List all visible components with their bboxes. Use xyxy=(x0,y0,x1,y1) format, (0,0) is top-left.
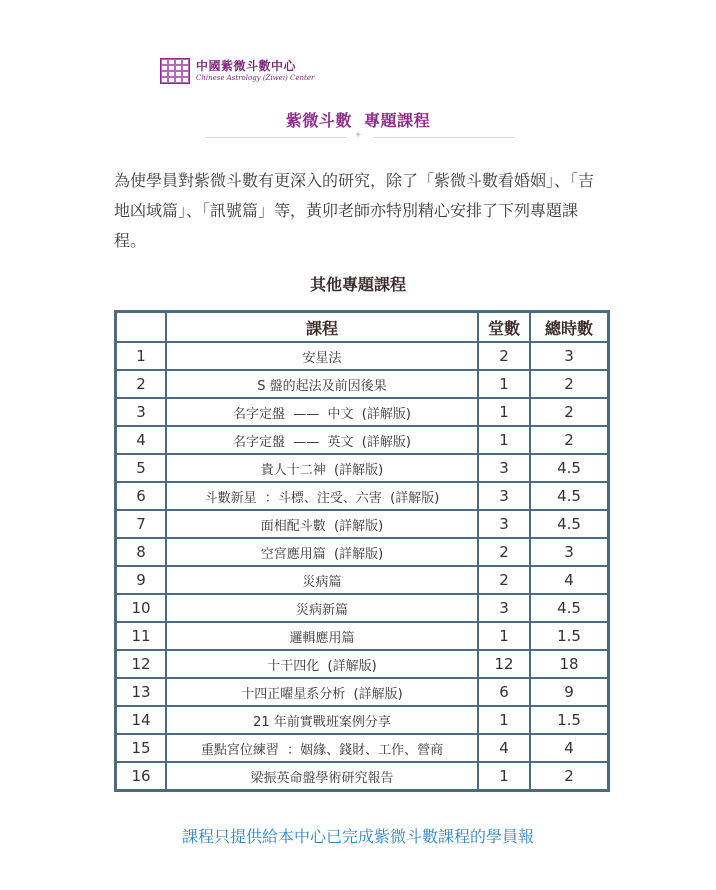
table-row xyxy=(116,734,608,762)
row-sessions: 1 xyxy=(478,706,530,734)
logo-chinese-name: 中國紫微斗數中心 xyxy=(196,59,297,73)
row-course: 貴人十二神 (詳解版) xyxy=(166,454,478,482)
row-number: 8 xyxy=(116,538,166,566)
table-row xyxy=(116,370,608,398)
row-hours: 2 xyxy=(530,426,608,454)
row-hours: 1.5 xyxy=(530,622,608,650)
row-sessions: 1 xyxy=(478,370,530,398)
row-number: 3 xyxy=(116,398,166,426)
row-sessions: 12 xyxy=(478,650,530,678)
header-course: 課程 xyxy=(166,312,478,342)
row-sessions: 4 xyxy=(478,734,530,762)
row-sessions: 3 xyxy=(478,510,530,538)
table-row xyxy=(116,594,608,622)
center-logo xyxy=(160,58,314,84)
row-hours: 2 xyxy=(530,398,608,426)
table-row xyxy=(116,762,608,790)
table-row xyxy=(116,566,608,594)
intro-paragraph: 為使學員對紫微斗數有更深入的研究，除了「紫微斗數看婚姻」、「吉地凶域篇」、「訊號篇」等，黃卯老師亦特別精心安排了下列專題課程。 xyxy=(114,171,595,250)
row-sessions: 3 xyxy=(478,482,530,510)
row-hours: 3 xyxy=(530,342,608,370)
title-divider xyxy=(206,130,514,143)
table-row xyxy=(116,538,608,566)
row-course: 重點宮位練習 ：姻緣、錢財、工作、營商 xyxy=(166,734,478,762)
star-icon: ✦ xyxy=(354,130,363,141)
row-sessions: 3 xyxy=(478,594,530,622)
table-row xyxy=(116,678,608,706)
logo-grid-icon xyxy=(160,58,190,84)
row-course: 名字定盤 —— 英文 (詳解版) xyxy=(166,426,478,454)
row-sessions: 2 xyxy=(478,538,530,566)
row-hours: 9 xyxy=(530,678,608,706)
row-hours: 18 xyxy=(530,650,608,678)
table-row xyxy=(116,510,608,538)
table-row xyxy=(116,706,608,734)
header-sessions: 堂數 xyxy=(478,312,530,342)
page-title: 紫微斗數 專題課程 xyxy=(285,111,431,130)
row-course: 斗數新星 ：斗標、注受、六害 (詳解版) xyxy=(166,482,478,510)
header-number xyxy=(116,312,166,342)
row-hours: 4 xyxy=(530,734,608,762)
row-course: 邏輯應用篇 xyxy=(166,622,478,650)
row-number: 2 xyxy=(116,370,166,398)
table-row xyxy=(116,398,608,426)
row-number: 14 xyxy=(116,706,166,734)
row-course: 安星法 xyxy=(166,342,478,370)
row-sessions: 3 xyxy=(478,454,530,482)
row-sessions: 6 xyxy=(478,678,530,706)
row-sessions: 1 xyxy=(478,622,530,650)
row-hours: 4.5 xyxy=(530,454,608,482)
row-course: 空宮應用篇 (詳解版) xyxy=(166,538,478,566)
row-sessions: 1 xyxy=(478,426,530,454)
footer-note: 課程只提供給本中心已完成紫微斗數課程的學員報 xyxy=(181,827,534,846)
row-course: 面相配斗數 (詳解版) xyxy=(166,510,478,538)
table-title: 其他專題課程 xyxy=(309,275,406,294)
row-sessions: 2 xyxy=(478,342,530,370)
row-hours: 2 xyxy=(530,370,608,398)
table-row xyxy=(116,454,608,482)
table-header-row xyxy=(116,312,608,342)
row-number: 16 xyxy=(116,762,166,790)
row-hours: 4 xyxy=(530,566,608,594)
row-course: 十四正曜星系分析 (詳解版) xyxy=(166,678,478,706)
row-number: 11 xyxy=(116,622,166,650)
row-number: 9 xyxy=(116,566,166,594)
row-hours: 3 xyxy=(530,538,608,566)
row-course: 21 年前實戰班案例分享 xyxy=(166,706,478,734)
row-number: 13 xyxy=(116,678,166,706)
row-number: 4 xyxy=(116,426,166,454)
row-course: 災病篇 xyxy=(166,566,478,594)
row-sessions: 2 xyxy=(478,566,530,594)
header-hours: 總時數 xyxy=(530,312,608,342)
row-number: 10 xyxy=(116,594,166,622)
row-hours: 2 xyxy=(530,762,608,790)
row-number: 12 xyxy=(116,650,166,678)
row-number: 6 xyxy=(116,482,166,510)
row-number: 5 xyxy=(116,454,166,482)
row-number: 15 xyxy=(116,734,166,762)
row-hours: 1.5 xyxy=(530,706,608,734)
table-row xyxy=(116,622,608,650)
row-hours: 4.5 xyxy=(530,594,608,622)
table-row xyxy=(116,482,608,510)
row-number: 1 xyxy=(116,342,166,370)
row-number: 7 xyxy=(116,510,166,538)
row-course: 梁振英命盤學術研究報告 xyxy=(166,762,478,790)
table-row xyxy=(116,342,608,370)
row-course: 名字定盤 —— 中文 (詳解版) xyxy=(166,398,478,426)
logo-english-name: Chinese Astrology (Ziwei) Center xyxy=(196,74,315,82)
row-course: 災病新篇 xyxy=(166,594,478,622)
table-row xyxy=(116,650,608,678)
courses-table xyxy=(114,310,610,792)
row-hours: 4.5 xyxy=(530,482,608,510)
row-course: S 盤的起法及前因後果 xyxy=(166,370,478,398)
row-course: 十干四化 (詳解版) xyxy=(166,650,478,678)
row-sessions: 1 xyxy=(478,762,530,790)
row-sessions: 1 xyxy=(478,398,530,426)
table-row xyxy=(116,426,608,454)
row-hours: 4.5 xyxy=(530,510,608,538)
